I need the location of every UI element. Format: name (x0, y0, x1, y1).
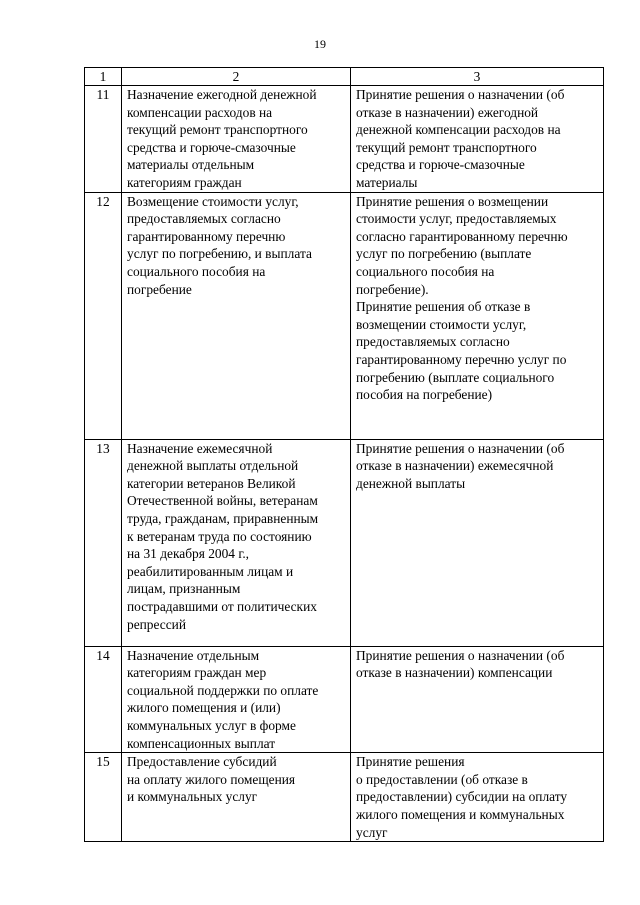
text-line: денежной выплаты отдельной (127, 458, 299, 474)
text-line: предоставляемых согласно (127, 211, 281, 227)
text-line: пострадавшими от политических (127, 598, 317, 614)
text-line: погребение). (356, 281, 429, 297)
table-row (85, 192, 604, 439)
text-line: компенсационных выплат (127, 735, 276, 751)
text-line: Назначение отдельным (127, 647, 260, 663)
text-line: категории ветеранов Великой (127, 475, 296, 491)
text-line: Предоставление субсидий (127, 754, 277, 770)
text-line: согласно гарантированному перечню (356, 228, 568, 244)
text-line: социальной поддержки по оплате (127, 682, 319, 698)
text-line: гарантированному перечню (127, 228, 286, 244)
text-line: Возмещение стоимости услуг, (127, 193, 299, 209)
row-number: 14 (85, 646, 122, 753)
decision-cell (351, 86, 604, 193)
text-line: денежной компенсации расходов на (356, 122, 561, 138)
text-line: жилого помещения и коммунальных (356, 806, 565, 822)
text-line: лицам, признанным (127, 581, 241, 597)
text-line: услуг по погребению (выплате (356, 246, 532, 262)
text-line: материалы (356, 174, 418, 190)
text-line: Принятие решения о возмещении (356, 193, 549, 209)
text-line: и коммунальных услуг (127, 789, 258, 805)
header-cell-3: 3 (351, 68, 604, 86)
table-row (85, 86, 604, 193)
text-line: социального пособия на (356, 263, 495, 279)
text-line: отказе в назначении) ежегодной (356, 104, 539, 120)
table-header-row (85, 68, 604, 86)
text-line: категориям граждан (127, 174, 242, 190)
text-line: жилого помещения и (или) (127, 700, 281, 716)
services-table (84, 67, 604, 842)
row-number: 13 (85, 439, 122, 646)
table-row (85, 753, 604, 842)
header-cell-2: 2 (122, 68, 351, 86)
text-line: стоимости услуг, предоставляемых (356, 211, 557, 227)
header-cell-1: 1 (85, 68, 122, 86)
service-name-cell (122, 646, 351, 753)
text-line: средства и горюче-смазочные (127, 139, 296, 155)
text-line: категориям граждан мер (127, 665, 267, 681)
text-line: Принятие решения об отказе в (356, 299, 531, 315)
service-name-cell (122, 753, 351, 842)
text-line: отказе в назначении) компенсации (356, 665, 553, 681)
text-line: погребение (127, 281, 192, 297)
text-line: погребению (выплате социального (356, 369, 555, 385)
text-line: гарантированному перечню услуг по (356, 351, 567, 367)
text-line: предоставляемых согласно (356, 334, 510, 350)
text-line: на оплату жилого помещения (127, 771, 296, 787)
text-line: Принятие решения о назначении (об (356, 647, 565, 663)
text-line: социального пособия на (127, 263, 266, 279)
text-line: услуг (356, 824, 388, 840)
text-line: предоставлении) субсидии на оплату (356, 789, 568, 805)
page-number: 19 (314, 37, 326, 51)
text-line: Назначение ежегодной денежной (127, 87, 317, 102)
text-line: услуг по погребению, и выплата (127, 246, 312, 262)
text-line: пособия на погребение) (356, 387, 493, 403)
table-row (85, 439, 604, 646)
service-name-cell (122, 192, 351, 439)
service-name-cell (122, 86, 351, 193)
text-line: материалы отдельным (127, 157, 255, 173)
text-line: Назначение ежемесячной (127, 440, 273, 456)
text-line: отказе в назначении) ежемесячной (356, 458, 554, 474)
decision-cell (351, 753, 604, 842)
text-line: Принятие решения о назначении (об (356, 87, 565, 102)
text-line: Принятие решения (356, 754, 465, 770)
decision-cell (351, 646, 604, 753)
text-line: на 31 декабря 2004 г., (127, 546, 250, 562)
text-line: реабилитированным лицам и (127, 563, 294, 579)
row-number: 15 (85, 753, 122, 842)
text-line: компенсации расходов на (127, 104, 273, 120)
text-line: возмещении стоимости услуг, (356, 316, 527, 332)
text-line: о предоставлении (об отказе в (356, 771, 528, 787)
text-line: труда, гражданам, приравненным (127, 510, 319, 526)
decision-cell (351, 439, 604, 646)
text-line: текущий ремонт транспортного (127, 122, 308, 138)
text-line: денежной выплаты (356, 475, 466, 491)
text-line: Отечественной войны, ветеранам (127, 493, 318, 509)
row-number: 11 (85, 86, 122, 193)
text-line: коммунальных услуг в форме (127, 717, 296, 733)
row-number: 12 (85, 192, 122, 439)
decision-cell (351, 192, 604, 439)
text-line: репрессий (127, 616, 186, 632)
table-row (85, 646, 604, 753)
text-line: текущий ремонт транспортного (356, 139, 537, 155)
service-name-cell (122, 439, 351, 646)
text-line: к ветеранам труда по состоянию (127, 528, 312, 544)
text-line: Принятие решения о назначении (об (356, 440, 565, 456)
text-line: средства и горюче-смазочные (356, 157, 525, 173)
